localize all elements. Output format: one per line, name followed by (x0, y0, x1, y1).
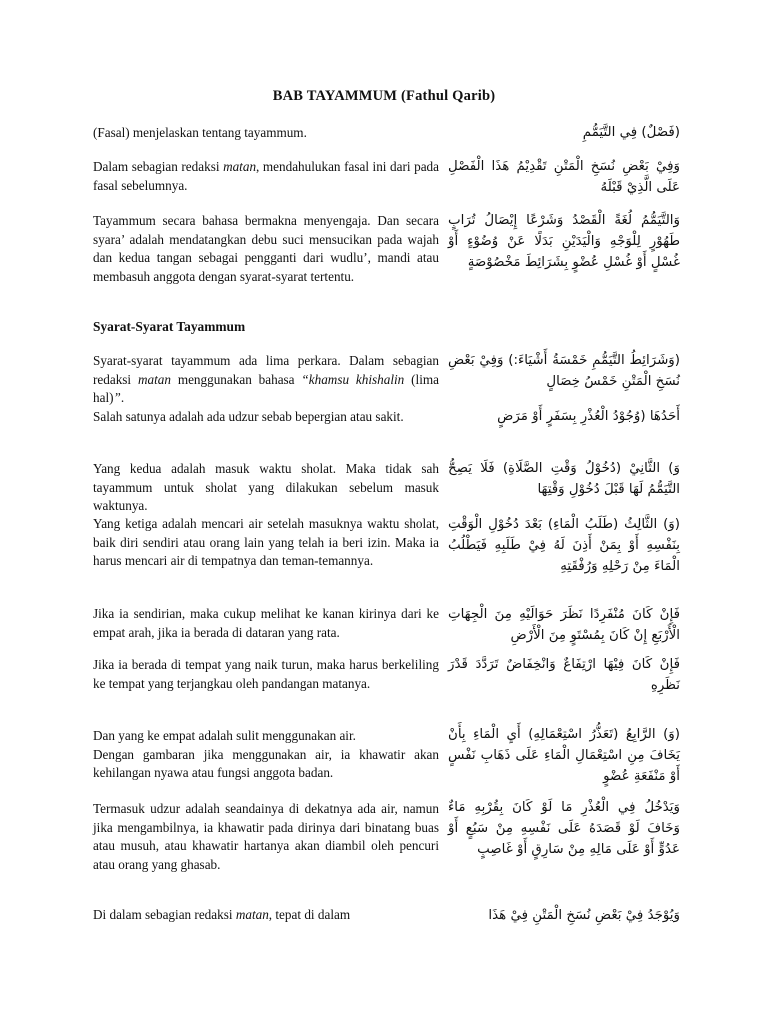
latin-text-waktu (93, 460, 439, 516)
latin-span: Syarat-syarat tayammum ada lima perkara. Dalam sebagian redaksi (93, 353, 439, 387)
latin-italic: matan (235, 907, 269, 922)
latin-span: menggunakan bahasa (170, 371, 302, 387)
arabic-line: فَإِنْ كَانَ فِيْهَا ارْتِفَاعٌ وَانْخِفَاضٌ تَرَدَّدَ قَدْرَ نَظَرِهِ (448, 657, 680, 693)
arabic-line: أَحَدُهَا (وُجُوْدُ الْعُذْرِ بِسَفَرٍ أَوْ مَرَضٍ (497, 409, 680, 424)
page-title: BAB TAYAMMUM (Fathul Qarib) (272, 88, 496, 104)
latin-text-definisi (93, 212, 439, 286)
latin-text-sulit-air (93, 727, 439, 783)
latin-paragraph (93, 158, 439, 195)
latin-italic: “khamsu khishalin (301, 371, 405, 387)
latin-italic: matan (137, 371, 171, 387)
arabic-text-fasal (448, 122, 680, 143)
arabic-text-syarat (448, 350, 680, 392)
latin-line: Tayammum secara bahasa bermakna menyengaja. Dan secara syara’ adalah mendatangkan debu suci mensucikan pada wajah dan kedua tangan sebagai pengganti dari wudlu’, mandi atau membasuh anggota dengan syarat-syarat tertentu. (93, 213, 439, 284)
latin-span: , tepat di dalam (268, 907, 351, 922)
latin-line: Dan yang ke empat adalah sulit menggunakan air. (93, 728, 356, 743)
latin-italic: matan (223, 159, 257, 174)
latin-span: (lima hal) (93, 371, 439, 406)
arabic-line: وَ) الثَّانِيْ (دُخُوْلُ وَقْتِ الصَّلَاةِ) فَلَا يَصِحُّ التَّيَمُّمُ لَهَا قَبْلَ دُخُوْلِ وَقْتِهَا (448, 461, 680, 497)
latin-line: (Fasal) menjelaskan tentang tayammum. (93, 125, 307, 140)
latin-line: Termasuk udzur adalah seandainya di dekatnya ada air, namun jika mengambilnya, ia khawatir pada dirinya dari binatang buas atau musuh, atau khawatir hartanya akan diambil oleh pencuri atau orang yang ghasab. (93, 801, 439, 872)
arabic-text-naik-turun (448, 654, 680, 696)
arabic-text-mencari-air (448, 514, 680, 577)
latin-line: Yang kedua adalah masuk waktu sholat. Maka tidak sah tayammum untuk sholat yang dilakukan sebelum masuk waktunya. (93, 461, 439, 514)
arabic-line: (وَ) الثَّالِثُ (طَلَبُ الْمَاءِ) بَعْدَ دُخُوْلِ الْوَقْتِ بِنَفْسِهِ أَوْ بِمَنْ أَذِنَ لَهُ فِيْ طَلَبِهِ فَيَطْلُبُ الْمَاءَ مِنْ رَحْلِهِ وَرُفْقَتِهِ (448, 517, 680, 574)
latin-text-khawatir (93, 800, 439, 874)
latin-text-naik-turun (93, 656, 439, 693)
arabic-text-udzur (448, 406, 680, 427)
latin-paragraph (93, 906, 439, 925)
arabic-line: (فَصْلٌ) فِي التَّيَمُّمِ (582, 125, 680, 140)
latin-line: Salah satunya adalah ada udzur sebab bepergian atau sakit. (93, 409, 404, 424)
latin-line: Dengan gambaran jika menggunakan air, ia khawatir akan kehilangan nyawa atau fungsi anggota badan. (93, 746, 439, 781)
arabic-line: وَالتَّيَمُّمُ لُغَةً الْقَصْدُ وَشَرْعًا إِيْصَالُ تُرَابٍ طَهُوْرٍ لِلْوَجْهِ وَالْيَدَيْنِ بَدَلًا عَنْ وُضُوْءٍ أَوْ غُسْلٍ أَوْ غُسْلِ عُضْوٍ بِشَرَائِطَ مَخْصُوْصَةٍ (448, 213, 680, 270)
latin-span: Dalam sebagian redaksi (93, 159, 224, 174)
arabic-line: فَإِنْ كَانَ مُنْفَرِدًا نَظَرَ حَوَالَيْهِ مِنَ الْجِهَاتِ الْأَرْبَعِ إِنْ كَانَ بِمُسْتَوٍ مِنَ الْأَرْضِ (448, 607, 680, 643)
latin-text-sendirian (93, 605, 439, 642)
arabic-text-waktu (448, 458, 680, 500)
section-heading: Syarat-Syarat Tayammum (93, 319, 246, 334)
arabic-text-khawatir (448, 797, 680, 860)
arabic-text-lanjutan (448, 905, 680, 926)
latin-text-udzur (93, 408, 439, 427)
arabic-text-redaksi (448, 156, 680, 198)
latin-text-syarat (93, 352, 439, 408)
arabic-text-sendirian (448, 604, 680, 646)
latin-text-fasal (93, 124, 439, 143)
arabic-line: (وَشَرَائِطُ التَّيَمُّمِ خَمْسَةُ أَشْيَاءَ:) وَفِيْ بَعْضِ نُسَخِ الْمَتْنِ خَمْسُ خِصَالٍ (448, 353, 680, 389)
arabic-line: وَيُوْجَدُ فِيْ بَعْضِ نُسَخِ الْمَتْنِ فِيْ هَذَا (488, 908, 680, 923)
latin-paragraph (93, 352, 439, 408)
latin-span: . (120, 390, 125, 406)
latin-text-mencari-air (93, 515, 439, 571)
arabic-line: وَفِيْ بَعْضِ نُسَخِ الْمَتْنِ تَقْدِيْمُ هَذَا الْفَصْلِ عَلَى الَّذِيْ قَبْلَهُ (448, 159, 680, 195)
latin-line: Yang ketiga adalah mencari air setelah masuknya waktu sholat, baik diri sendiri atau orang lain yang telah ia beri izin. Maka ia harus mencari air di tempatnya dan teman-temannya. (93, 516, 439, 569)
latin-span: , mendahulukan fasal ini dari pada fasal sebelumnya. (93, 159, 439, 193)
arabic-line: (وَ) الرَّابِعُ (تَعَذُّرُ اسْتِعْمَالِهِ) أَيِ الْمَاءِ بِأَنْ يَخَافَ مِنِ اسْتِعْمَالِ الْمَاءِ عَلَى ذَهَابِ نَفْسٍ أَوْ مَنْفَعَةِ عُضْوٍ (448, 727, 680, 784)
arabic-text-sulit-air (448, 724, 680, 787)
latin-text-lanjutan (93, 906, 439, 925)
latin-text-redaksi (93, 158, 439, 195)
arabic-line: وَيَدْخُلُ فِي الْعُذْرِ مَا لَوْ كَانَ بِقُرْبِهِ مَاءٌ وَخَافَ لَوْ قَصَدَهُ عَلَى نَفْسِهِ مِنْ سَبُعٍ أَوْ عَدُوٍّ أَوْ عَلَى مَالِهِ مِنْ سَارِقٍ أَوْ غَاصِبٍ (448, 800, 680, 857)
latin-line: Jika ia berada di tempat yang naik turun, maka harus berkeliling ke tempat yang terjangkau oleh pandangan matanya. (93, 657, 439, 691)
latin-span: Di dalam sebagian redaksi (93, 907, 236, 922)
latin-line: Jika ia sendirian, maka cukup melihat ke kanan kirinya dari ke empat arah, jika ia berada di dataran yang rata. (93, 606, 439, 640)
latin-italic: ” (113, 390, 121, 406)
arabic-text-definisi (448, 210, 680, 273)
